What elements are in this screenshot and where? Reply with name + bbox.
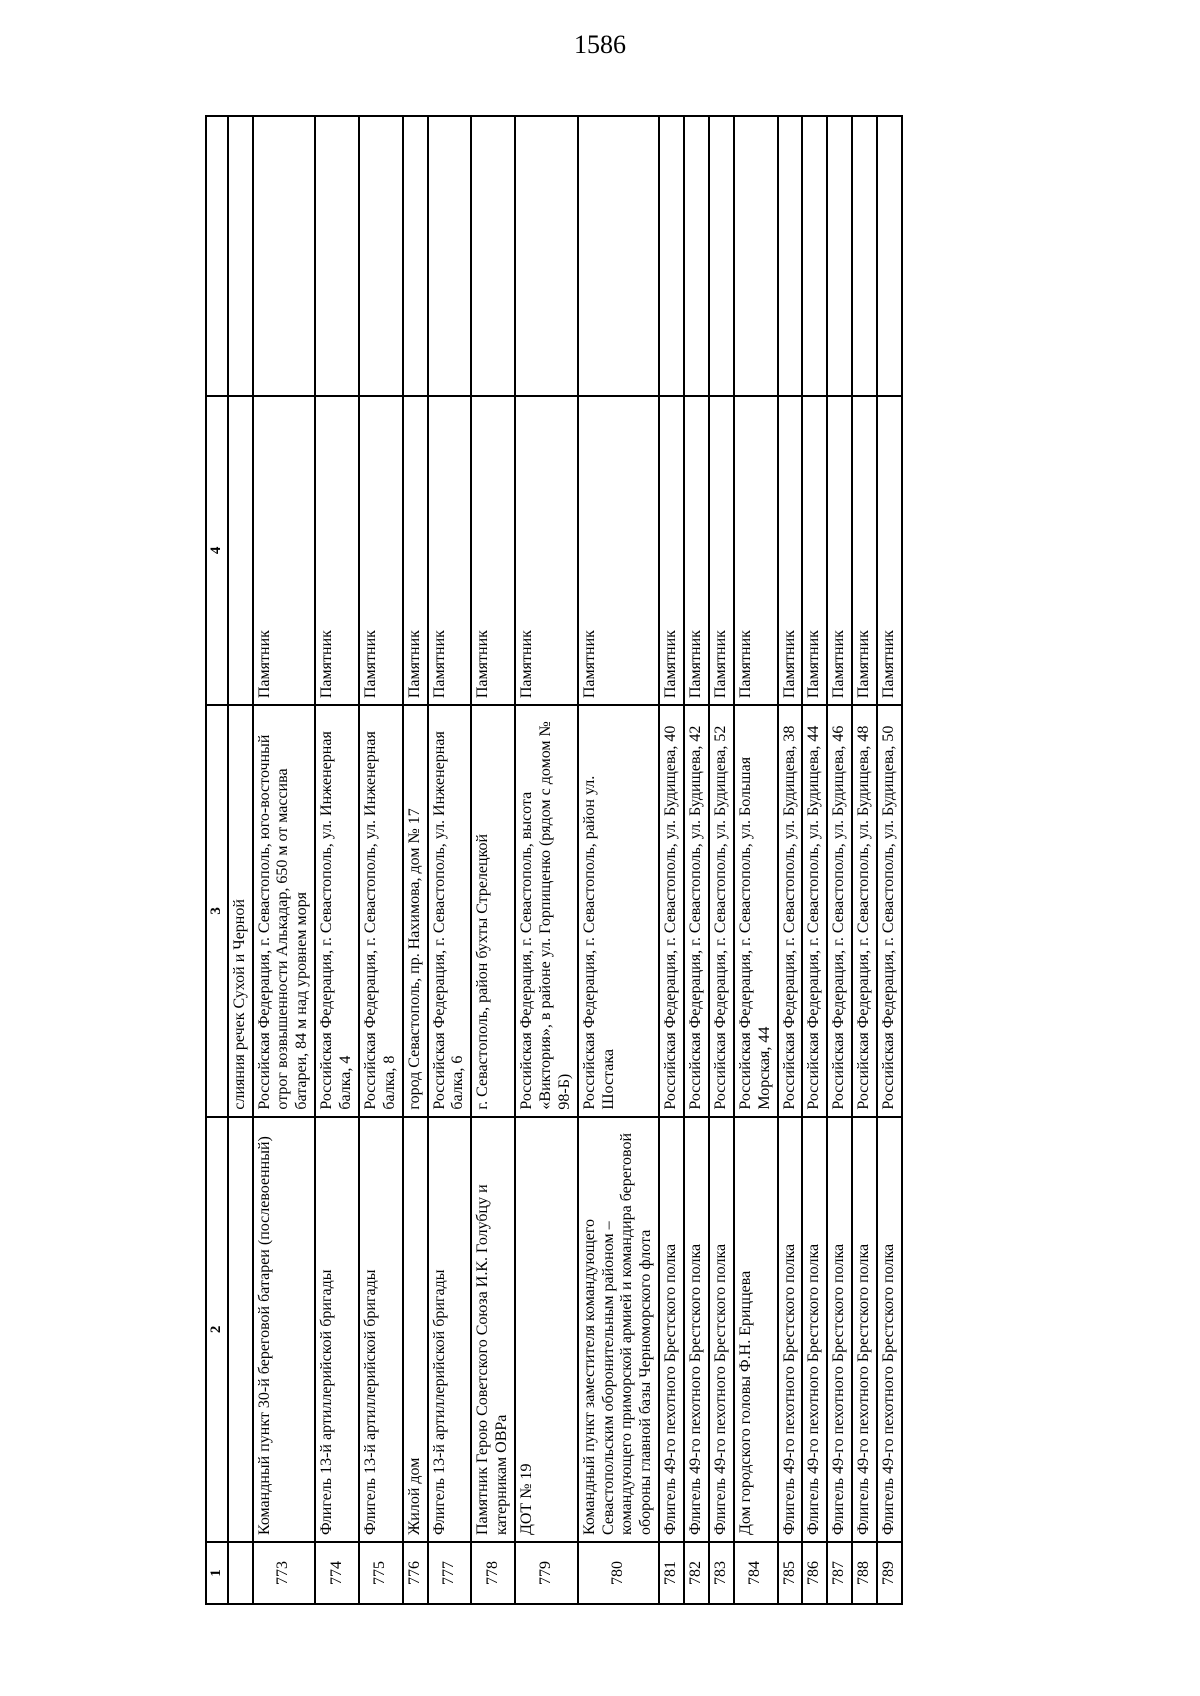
address-cell: Российская Федерация, г. Севастополь, высота «Виктория», в районе ул. Горпищенко (рядом с домом № 98-Б) — [515, 705, 578, 1116]
row-number-cell: 782 — [684, 1542, 709, 1604]
empty-cell — [315, 116, 359, 396]
address-cell: Российская Федерация, г. Севастополь, ул. Инженерная балка, 4 — [315, 705, 359, 1116]
header-row — [206, 116, 228, 1604]
table-row — [428, 116, 472, 1604]
empty-cell — [428, 116, 472, 396]
address-cell: Российская Федерация, г. Севастополь, ул. Будищева, 52 — [709, 705, 734, 1116]
empty-cell — [827, 116, 852, 396]
address-cell: Российская Федерация, г. Севастополь, ул. Будищева, 46 — [827, 705, 852, 1116]
category-cell: Памятник — [659, 396, 684, 706]
category-cell: Памятник — [403, 396, 428, 706]
category-cell: Памятник — [827, 396, 852, 706]
header-cell-3: 3 — [206, 705, 228, 1116]
table-body — [228, 116, 902, 1604]
address-cell: Российская Федерация, г. Севастополь, ул. Будищева, 40 — [659, 705, 684, 1116]
object-name-cell: Флигель 49-го пехотного Брестского полка — [802, 1117, 827, 1542]
object-name-cell: Флигель 49-го пехотного Брестского полка — [877, 1117, 902, 1542]
table-row — [359, 116, 403, 1604]
address-cell: Российская Федерация, г. Севастополь, ул. Инженерная балка, 8 — [359, 705, 403, 1116]
empty-cell — [734, 116, 778, 396]
header-cell-1: 1 — [206, 1542, 228, 1604]
address-cell: Российская Федерация, г. Севастополь, ул. Инженерная балка, 6 — [428, 705, 472, 1116]
table-row — [659, 116, 684, 1604]
empty-cell — [659, 116, 684, 396]
row-number-cell: 779 — [515, 1542, 578, 1604]
empty-cell — [852, 116, 877, 396]
empty-cell — [359, 116, 403, 396]
table-row — [709, 116, 734, 1604]
table-row — [315, 116, 359, 1604]
table-row — [253, 116, 316, 1604]
object-name-cell: Флигель 49-го пехотного Брестского полка — [709, 1117, 734, 1542]
object-name-cell: Флигель 13-й артиллерийской бригады — [428, 1117, 472, 1542]
continuation-name-cell — [228, 1117, 253, 1542]
table-row — [684, 116, 709, 1604]
category-cell: Памятник — [578, 396, 660, 706]
header-cell-4: 4 — [206, 396, 228, 706]
row-number-cell: 774 — [315, 1542, 359, 1604]
empty-cell — [403, 116, 428, 396]
table-row — [734, 116, 778, 1604]
empty-cell — [778, 116, 803, 396]
row-number-cell: 785 — [778, 1542, 803, 1604]
table-row — [827, 116, 852, 1604]
empty-cell — [578, 116, 660, 396]
page-number: 1586 — [574, 30, 626, 59]
object-name-cell: Жилой дом — [403, 1117, 428, 1542]
address-cell: Российская Федерация, г. Севастополь, ул. Будищева, 50 — [877, 705, 902, 1116]
empty-cell — [877, 116, 902, 396]
table-row — [802, 116, 827, 1604]
empty-cell — [709, 116, 734, 396]
row-number-cell: 787 — [827, 1542, 852, 1604]
address-cell: город Севастополь, пр. Нахимова, дом № 17 — [403, 705, 428, 1116]
row-number-cell: 778 — [471, 1542, 515, 1604]
registry-table-frame — [205, 115, 1125, 1605]
row-number-cell: 784 — [734, 1542, 778, 1604]
table-row — [471, 116, 515, 1604]
header-cell-empty — [206, 116, 228, 396]
row-number-cell: 775 — [359, 1542, 403, 1604]
category-cell: Памятник — [515, 396, 578, 706]
address-cell: Российская Федерация, г. Севастополь, район ул. Шостака — [578, 705, 660, 1116]
object-name-cell: ДОТ № 19 — [515, 1117, 578, 1542]
empty-cell — [253, 116, 316, 396]
category-cell: Памятник — [471, 396, 515, 706]
empty-cell — [802, 116, 827, 396]
table-row — [578, 116, 660, 1604]
object-name-cell: Флигель 49-го пехотного Брестского полка — [852, 1117, 877, 1542]
address-cell: Российская Федерация, г. Севастополь, ул. Будищева, 44 — [802, 705, 827, 1116]
object-name-cell: Командный пункт 30-й береговой батареи (послевоенный) — [253, 1117, 316, 1542]
address-cell: Российская Федерация, г. Севастополь, ул. Большая Морская, 44 — [734, 705, 778, 1116]
category-cell: Памятник — [802, 396, 827, 706]
row-number-cell: 788 — [852, 1542, 877, 1604]
category-cell: Памятник — [852, 396, 877, 706]
object-name-cell: Памятник Герою Советского Союза И.К. Голубцу и катерникам ОВРа — [471, 1117, 515, 1542]
empty-cell — [471, 116, 515, 396]
row-number-cell: 773 — [253, 1542, 316, 1604]
category-cell: Памятник — [709, 396, 734, 706]
category-cell: Памятник — [359, 396, 403, 706]
row-number-cell: 777 — [428, 1542, 472, 1604]
table-row — [515, 116, 578, 1604]
object-name-cell: Флигель 49-го пехотного Брестского полка — [684, 1117, 709, 1542]
continuation-num-cell — [228, 1542, 253, 1604]
address-cell: г. Севастополь, район бухты Стрелецкой — [471, 705, 515, 1116]
continuation-row — [228, 116, 253, 1604]
table-row — [852, 116, 877, 1604]
category-cell: Памятник — [253, 396, 316, 706]
object-name-cell: Флигель 13-й артиллерийской бригады — [359, 1117, 403, 1542]
address-cell: Российская Федерация, г. Севастополь, ул. Будищева, 38 — [778, 705, 803, 1116]
category-cell: Памятник — [778, 396, 803, 706]
category-cell: Памятник — [734, 396, 778, 706]
object-name-cell: Флигель 49-го пехотного Брестского полка — [778, 1117, 803, 1542]
object-name-cell: Дом городского головы Ф.Н. Ериццева — [734, 1117, 778, 1542]
row-number-cell: 789 — [877, 1542, 902, 1604]
object-name-cell: Командный пункт заместителя командующего Севастопольским оборонительным районом – командующего приморской армией и командира береговой обороны главной базы Черноморского флота — [578, 1117, 660, 1542]
object-name-cell: Флигель 49-го пехотного Брестского полка — [827, 1117, 852, 1542]
continuation-address-cell: слияния речек Сухой и Черной — [228, 705, 253, 1116]
row-number-cell: 776 — [403, 1542, 428, 1604]
row-number-cell: 781 — [659, 1542, 684, 1604]
row-number-cell: 783 — [709, 1542, 734, 1604]
category-cell: Памятник — [684, 396, 709, 706]
registry-table — [205, 115, 903, 1605]
address-cell: Российская Федерация, г. Севастополь, ул. Будищева, 48 — [852, 705, 877, 1116]
empty-cell — [515, 116, 578, 396]
table-row — [778, 116, 803, 1604]
category-cell: Памятник — [315, 396, 359, 706]
header-cell-2: 2 — [206, 1117, 228, 1542]
category-cell: Памятник — [877, 396, 902, 706]
address-cell: Российская Федерация, г. Севастополь, юго-восточный отрог возвышенности Алькадар, 650 м от массива батареи, 84 м над уровнем моря — [253, 705, 316, 1116]
row-number-cell: 786 — [802, 1542, 827, 1604]
table-row — [403, 116, 428, 1604]
address-cell: Российская Федерация, г. Севастополь, ул. Будищева, 42 — [684, 705, 709, 1116]
object-name-cell: Флигель 49-го пехотного Брестского полка — [659, 1117, 684, 1542]
category-cell: Памятник — [428, 396, 472, 706]
continuation-empty-cell — [228, 116, 253, 396]
continuation-category-cell — [228, 396, 253, 706]
object-name-cell: Флигель 13-й артиллерийской бригады — [315, 1117, 359, 1542]
empty-cell — [684, 116, 709, 396]
table-row — [877, 116, 902, 1604]
row-number-cell: 780 — [578, 1542, 660, 1604]
